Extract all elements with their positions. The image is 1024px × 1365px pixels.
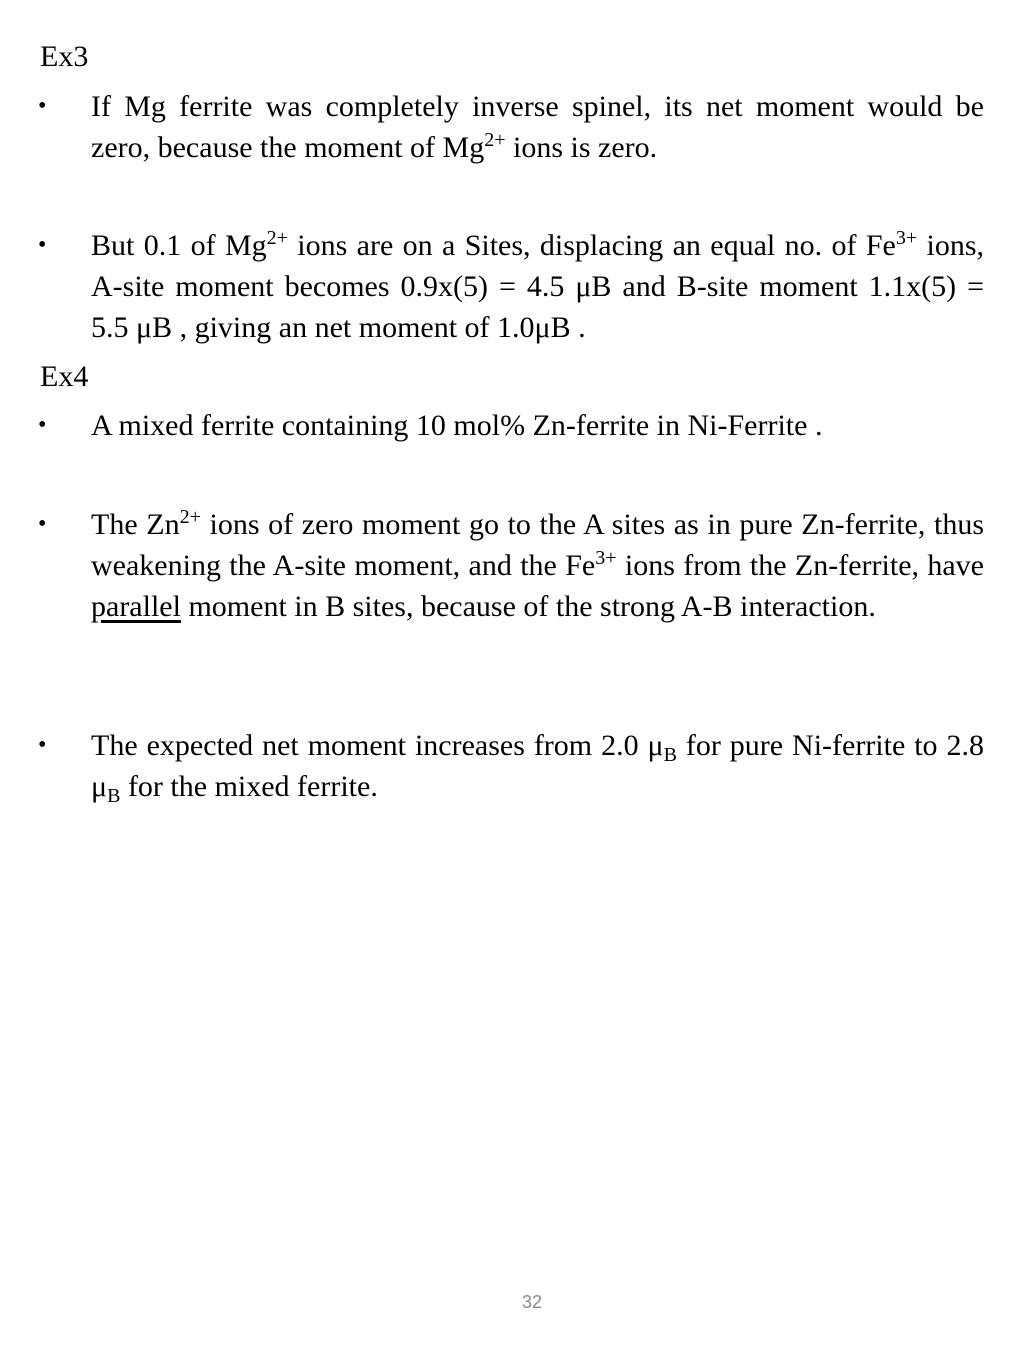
text-run: ions is zero. (505, 131, 658, 164)
bullet-text (91, 405, 984, 446)
bullet-text (91, 725, 984, 807)
page-number: 32 (521, 1292, 543, 1312)
text-run: If Mg ferrite was completely inverse spinel, its net moment would be zero, because the moment of Mg (91, 90, 984, 164)
text-run: ions are on a Sites, displacing an equal no. of Fe (287, 229, 896, 262)
bullet-marker: • (38, 732, 47, 758)
text-run: for the mixed ferrite. (120, 770, 378, 803)
superscript: 3+ (895, 227, 918, 249)
heading-ex4: Ex4 (40, 360, 89, 393)
bullet-text (91, 504, 984, 627)
text-run: The expected net moment increases from 2.0 μ (91, 729, 664, 762)
bullet-marker: • (38, 412, 47, 438)
text-run: for pure Ni-ferrite to 2.8 μ (91, 729, 984, 803)
text-run: ions from the Zn-ferrite, have (616, 549, 984, 582)
superscript: 2+ (266, 227, 288, 249)
bullet-text (91, 86, 984, 168)
subscript: B (107, 785, 121, 807)
superscript: 2+ (179, 506, 201, 528)
underlined-text: parallel (91, 590, 181, 623)
heading-ex3: Ex3 (40, 40, 89, 73)
text-run: ions of zero moment go to the A sites as in pure Zn-ferrite, thus weakening the A-site moment, and the Fe (91, 508, 984, 582)
bullet-text (91, 225, 984, 348)
text-run: ions, A-site moment becomes 0.9x(5) = 4.5 μB and B-site moment 1.1x(5) = 5.5 μB , giving an net moment of 1.0μB . (91, 229, 985, 344)
superscript: 3+ (595, 547, 617, 569)
subscript: B (663, 744, 677, 766)
bullet-marker: • (38, 232, 47, 258)
bullet-marker: • (38, 511, 47, 537)
text-run: A mixed ferrite containing 10 mol% Zn-ferrite in Ni-Ferrite . (91, 409, 823, 442)
bullet-marker: • (38, 93, 47, 119)
superscript: 2+ (484, 129, 506, 151)
text-run: The Zn (91, 508, 180, 541)
text-run: moment in B sites, because of the strong A-B interaction. (180, 590, 876, 623)
text-run: But 0.1 of Mg (91, 229, 267, 262)
